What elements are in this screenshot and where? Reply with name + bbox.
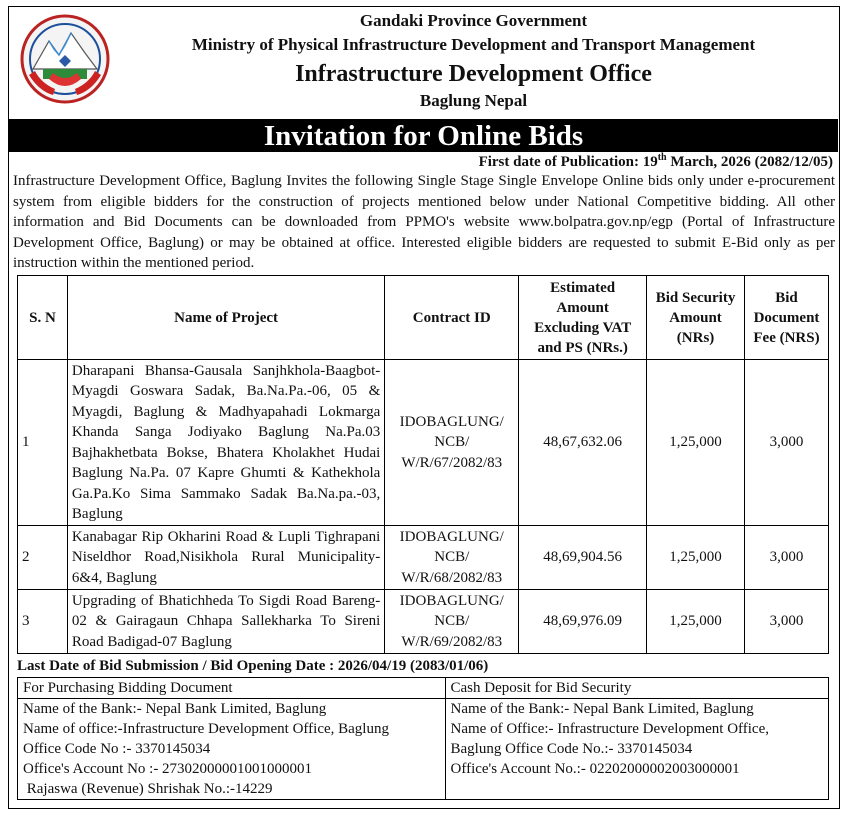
last-submission-date: Last Date of Bid Submission / Bid Opening Date : 2026/04/19 (2083/01/06) <box>17 658 489 674</box>
cell-sn: 2 <box>18 526 68 590</box>
bank-purchase-line: Rajaswa (Revenue) Shrishak No.:-14229 <box>23 781 273 797</box>
bank-purchase-details <box>18 699 446 800</box>
ministry-name: Ministry of Physical Infrastructure Development and Transport Management <box>191 35 756 54</box>
bank-deposit-line: Name of the Bank:- Nepal Bank Limited, Baglung <box>450 701 754 717</box>
col-header-fee: Bid Document Fee (NRS) <box>744 276 828 360</box>
cell-contract-id: IDOBAGLUNG/ NCB/ W/R/67/2082/83 <box>385 360 519 526</box>
bank-purchase-line: Office Code No :- 3370145034 <box>23 741 211 757</box>
cell-project: Dharapani Bhansa-Gausala Sanjhkhola-Baagbot-Myagdi Goswara Sadak, Ba.Na.Pa.-06, 05 & Myagdi, Baglung & Madhyapahadi Lokmarga Khanda Sanga Jodiyako Baglung Na.Pa.03 Bajhakhetbata Bokse, Bhatera Kholakhet Hudai Baglung Na.Pa. 07 Kapre Ghumti & Kathekhola Ga.Pa.Ko Sima Sammako Sadak Ba.Na.pa.-03, Baglung <box>67 360 384 526</box>
cell-estimate: 48,67,632.06 <box>519 360 647 526</box>
table-row <box>18 360 829 526</box>
bank-details-row <box>18 699 829 800</box>
col-header-estimate: Estimated Amount Excluding VAT and PS (NRs.) <box>519 276 647 360</box>
cell-project: Kanabagar Rip Okharini Road & Lupli Tighrapani Niseldhor Road,Nisikhola Rural Municipality- 6&4, Baglung <box>67 526 384 590</box>
cell-contract-id: IDOBAGLUNG/ NCB/ W/R/68/2082/83 <box>385 526 519 590</box>
cell-security: 1,25,000 <box>647 590 745 654</box>
bank-purchase-title: For Purchasing Bidding Document <box>18 678 446 699</box>
publication-date-suffix-sup: th <box>657 152 667 163</box>
government-name: Gandaki Province Government <box>359 11 588 30</box>
publication-date-prefix: First date of Publication: 19 <box>478 154 658 170</box>
table-header-row <box>18 276 829 360</box>
bank-purchase-line: Name of office:-Infrastructure Development Office, Baglung <box>23 721 389 737</box>
col-header-contract-id: Contract ID <box>385 276 519 360</box>
cell-fee: 3,000 <box>744 526 828 590</box>
cell-security: 1,25,000 <box>647 526 745 590</box>
cell-fee: 3,000 <box>744 360 828 526</box>
cell-project: Upgrading of Bhatichheda To Sigdi Road Bareng-02 & Gairagaun Chhapa Sallekharka To Sireni Road Badigad-07 Baglung <box>67 590 384 654</box>
cell-contract-id: IDOBAGLUNG/ NCB/ W/R/69/2082/83 <box>385 590 519 654</box>
office-location: Baglung Nepal <box>419 91 528 110</box>
bids-table <box>17 275 829 654</box>
bank-purchase-line: Office's Account No :- 27302000001001000001 <box>23 761 313 777</box>
col-header-project: Name of Project <box>67 276 384 360</box>
table-row <box>18 526 829 590</box>
publication-date <box>479 152 833 171</box>
publication-date-rest: March, 2026 (2082/12/05) <box>666 154 833 170</box>
notice-title: Invitation for Online Bids <box>9 119 838 152</box>
office-name: Infrastructure Development Office <box>295 61 652 87</box>
table-row <box>18 590 829 654</box>
cell-security: 1,25,000 <box>647 360 745 526</box>
cell-sn: 1 <box>18 360 68 526</box>
col-header-sn: S. N <box>18 276 68 360</box>
intro-paragraph: Infrastructure Development Office, Baglung Invites the following Single Stage Single Envelope Online bids only under e-procurement system from eligible bidders for the construction of projects mentioned below under National Competitive bidding. All other information and Bid Documents can be downloaded from PPMO's website www.bolpatra.gov.np/egp (Portal of Infrastructure Development Office, Baglung) or may be obtained at office. Interested eligible bidders are requested to submit E-Bid only as per instruction within the mentioned period. <box>13 173 835 271</box>
cell-sn: 3 <box>18 590 68 654</box>
bank-header-row <box>18 678 829 699</box>
cell-estimate: 48,69,904.56 <box>519 526 647 590</box>
nepal-emblem-icon <box>19 13 111 105</box>
bank-details-table <box>17 677 829 800</box>
cell-fee: 3,000 <box>744 590 828 654</box>
cell-estimate: 48,69,976.09 <box>519 590 647 654</box>
bank-purchase-line: Name of the Bank:- Nepal Bank Limited, Baglung <box>23 701 327 717</box>
bank-deposit-line: Office's Account No.:- 02202000002003000001 <box>450 761 740 777</box>
col-header-security: Bid Security Amount (NRs) <box>647 276 745 360</box>
bank-deposit-line: Baglung Office Code No.:- 3370145034 <box>450 741 693 757</box>
bank-deposit-details <box>445 699 828 800</box>
bank-deposit-title: Cash Deposit for Bid Security <box>445 678 828 699</box>
notice-header <box>9 7 838 120</box>
notice-frame <box>8 6 840 809</box>
bank-deposit-line: Name of Office:- Infrastructure Development Office, <box>450 721 769 737</box>
